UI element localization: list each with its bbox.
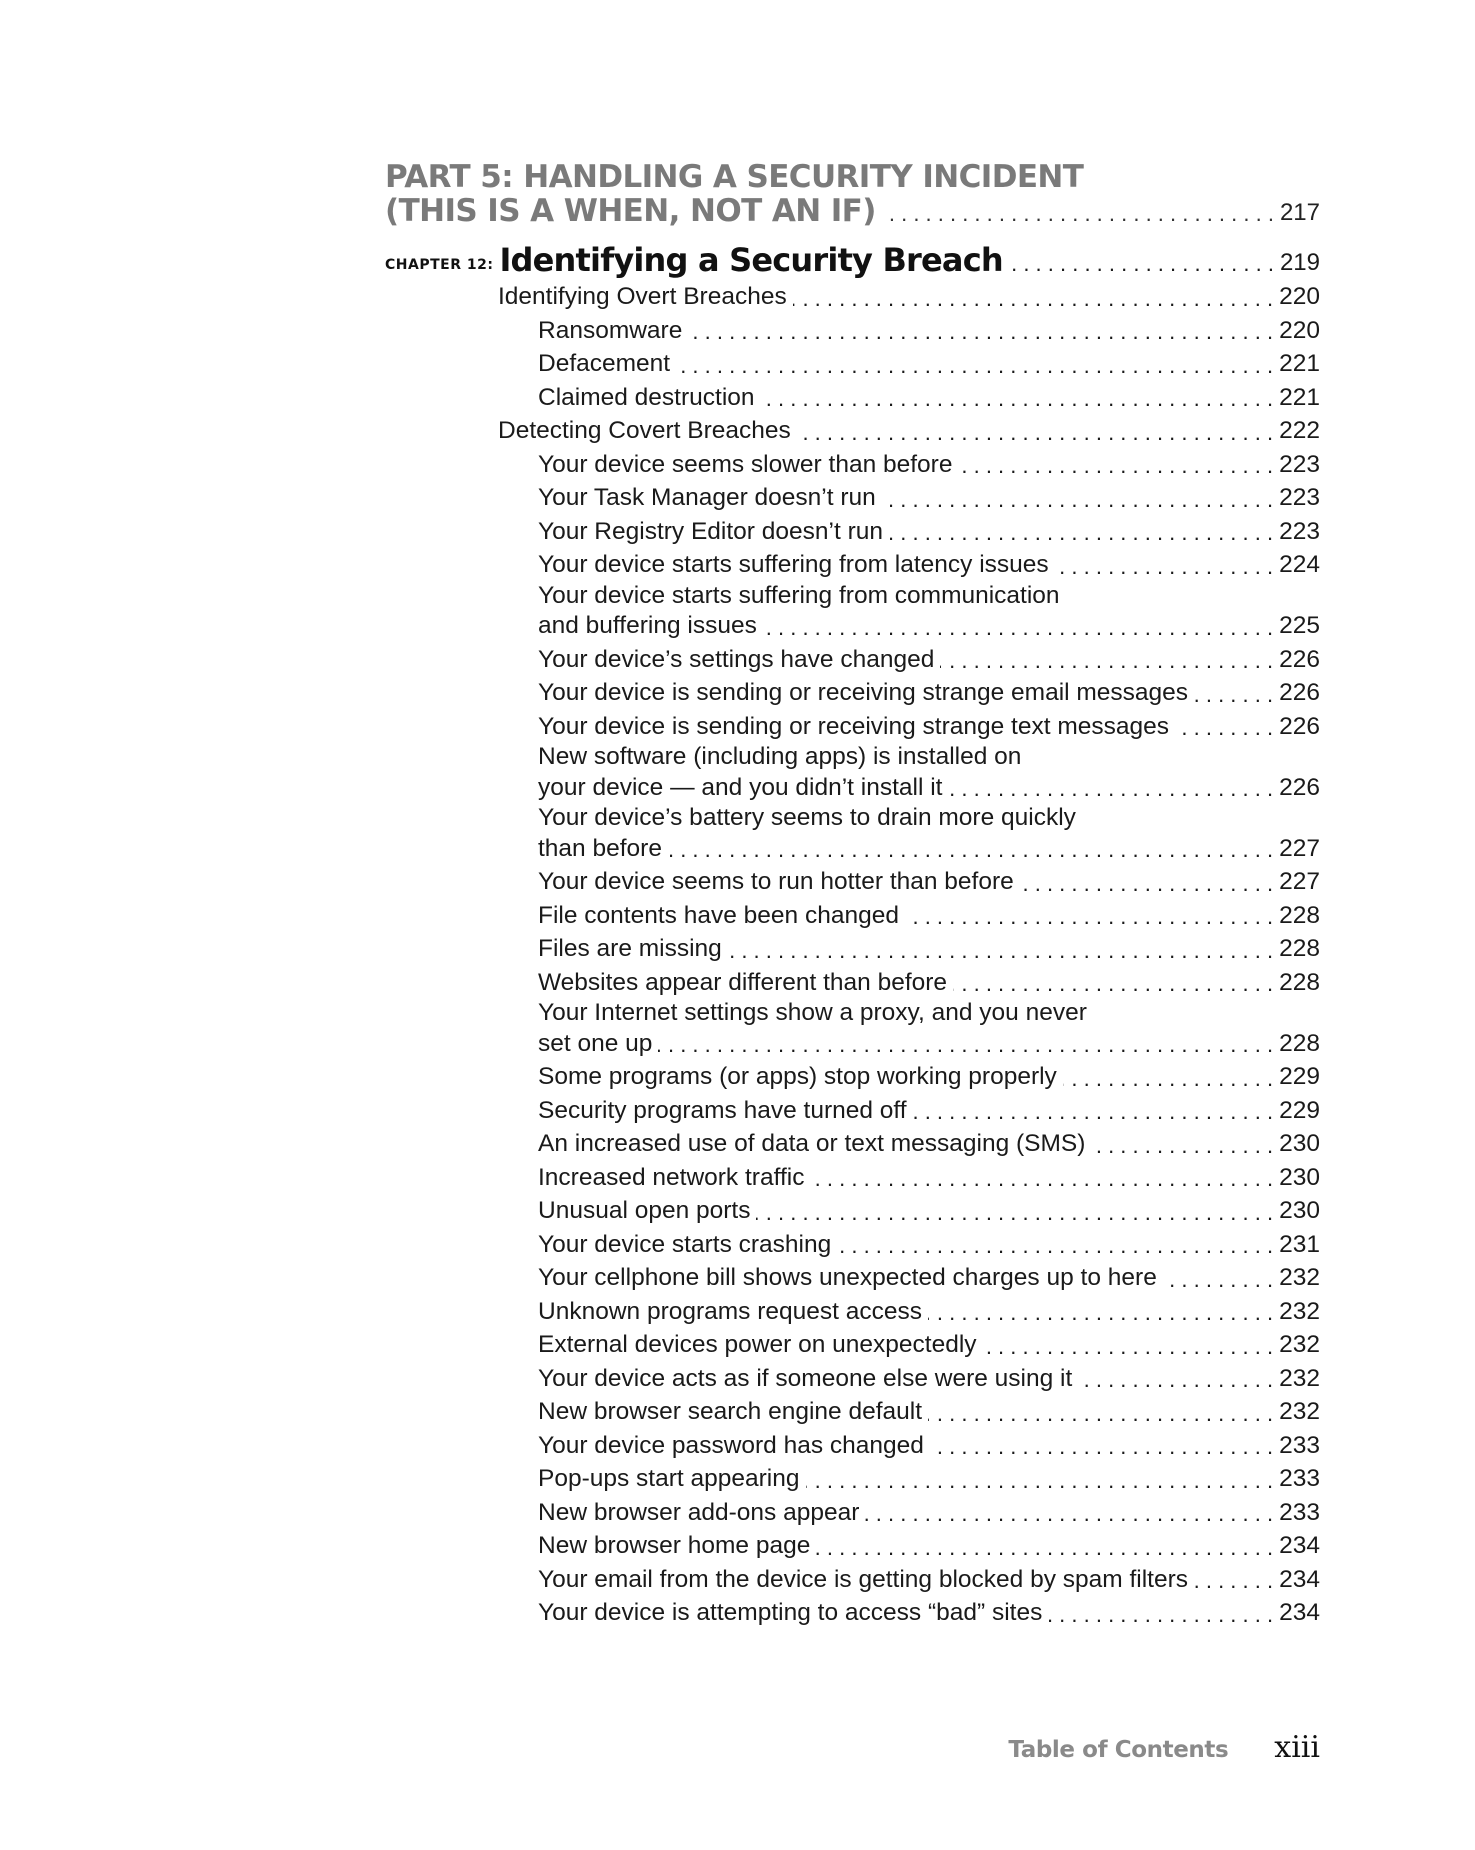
toc-entry-page-number: 228 [1279,901,1320,929]
toc-subsection-entry[interactable] [385,609,1320,643]
toc-subsection-entry[interactable] [385,347,1320,381]
toc-entry-page-number: 222 [1279,417,1320,444]
toc-subsection-entry[interactable] [385,1094,1320,1128]
leader-dots [658,1030,1273,1060]
leader-dots [983,1332,1274,1362]
toc-entry-label: An increased use of data or text messaging (SMS) [538,1130,1086,1157]
toc-section-entry[interactable] [385,414,1320,448]
toc-entry-label: Identifying Overt Breaches [498,283,787,310]
toc-subsection-entry[interactable] [385,770,1320,804]
toc-subsection-entry[interactable] [385,515,1320,549]
toc-subsection-entry[interactable] [385,314,1320,348]
toc-subsection-entry[interactable] [385,1596,1320,1630]
leader-dots [761,384,1274,414]
toc-subsection-entry[interactable] [385,966,1320,1000]
toc-entry-page-number: 221 [1279,350,1320,377]
leader-dots [797,418,1273,448]
toc-subsection-entry[interactable] [385,1496,1320,1530]
toc-subsection-entry[interactable] [385,1328,1320,1362]
toc-entry-label: Your device is sending or receiving strange text messages [538,712,1169,740]
toc-subsection-entry[interactable] [385,1462,1320,1496]
toc-subsection-entry[interactable] [385,1362,1320,1396]
toc-entry-label: Ransomware [538,316,683,344]
toc-entry-page-number: 232 [1279,1398,1320,1425]
chapter-entry[interactable] [385,236,1320,280]
toc-entry-page-number: 227 [1279,868,1320,895]
leader-dots [889,518,1273,548]
leader-dots [806,1466,1274,1496]
table-of-contents [385,160,1320,1630]
leader-dots [793,284,1273,314]
toc-subsection-entry[interactable] [385,899,1320,933]
toc-subsection-entry[interactable] [385,1127,1320,1161]
toc-entry-page-number: 226 [1279,645,1320,673]
toc-entry-label: Websites appear different than before [538,968,948,996]
toc-entry-label: Files are missing [538,935,722,962]
leader-dots [913,1097,1274,1127]
toc-entry-page-number: 234 [1279,1532,1320,1559]
leader-dots [756,1198,1273,1228]
leader-dots [1078,1365,1273,1395]
toc-entry-label: Your device’s settings have changed [538,645,935,673]
toc-subsection-entry[interactable] [385,865,1320,899]
leader-dots [953,969,1273,999]
toc-subsection-entry[interactable] [385,1261,1320,1295]
chapter-page-number: 219 [1279,249,1320,276]
leader-dots [810,1164,1273,1194]
toc-entry-page-number: 220 [1279,316,1320,344]
chapter-title: Identifying a Security Breach [499,241,1003,279]
leader-dots [1055,552,1273,582]
toc-entry-label: Increased network traffic [538,1163,805,1191]
leader-dots [688,317,1273,347]
toc-entry-label: Your device starts suffering from latency issues [538,551,1049,578]
toc-entry-label: Security programs have turned off [538,1096,907,1124]
toc-entry-label: Your device starts crashing [538,1230,832,1258]
toc-entry-page-number: 234 [1279,1599,1320,1626]
leader-dots [837,1231,1273,1261]
toc-entry-label: Defacement [538,350,671,377]
toc-subsection-entry[interactable] [385,1161,1320,1195]
toc-subsection-entry[interactable] [385,643,1320,677]
toc-entry-page-number: 228 [1279,1029,1320,1057]
toc-entry-page-number: 223 [1279,484,1320,511]
toc-entry-label: External devices power on unexpectedly [538,1331,977,1358]
toc-entry-page-number: 223 [1279,517,1320,545]
toc-entry-label: Your Registry Editor doesn’t run [538,517,883,545]
toc-subsection-entry[interactable] [385,448,1320,482]
toc-entry-label: than before [538,834,662,862]
toc-entry-page-number: 220 [1279,283,1320,310]
leader-dots [958,451,1273,481]
part-title-line1: PART 5: HANDLING A SECURITY INCIDENT [385,159,1084,195]
toc-entry-page-number: 227 [1279,834,1320,862]
toc-entry-label: set one up [538,1029,653,1057]
toc-entry-label: Unusual open ports [538,1197,751,1224]
toc-entry-label: Your device password has changed [538,1431,924,1459]
toc-entry-label: Pop-ups start appearing [538,1465,800,1492]
toc-entry-label: Your cellphone bill shows unexpected charges up to here [538,1264,1157,1291]
toc-subsection-entry[interactable] [385,831,1320,865]
toc-subsection-entry[interactable] [385,932,1320,966]
toc-entry-label: New browser search engine default [538,1398,923,1425]
toc-entry-line1[interactable]: New software (including apps) is installed on [538,743,1022,770]
part-page-number: 217 [1279,199,1320,226]
leader-dots [1020,869,1273,899]
toc-entry-page-number: 226 [1279,679,1320,706]
toc-subsection-entry[interactable] [385,1563,1320,1597]
toc-entry-label: New browser add-ons appear [538,1498,860,1526]
toc-entry-label: Detecting Covert Breaches [498,417,791,444]
toc-entry-label: New browser home page [538,1532,811,1559]
leader-dots [1048,1600,1273,1630]
leader-dots [928,1298,1273,1328]
toc-entry-page-number: 234 [1279,1565,1320,1593]
toc-subsection-entry[interactable] [385,1026,1320,1060]
toc-entry-page-number: 225 [1279,612,1320,639]
toc-entry-label: Some programs (or apps) stop working properly [538,1063,1057,1090]
toc-subsection-entry[interactable] [385,1395,1320,1429]
toc-entry-page-number: 232 [1279,1297,1320,1325]
toc-entry-label: File contents have been changed [538,901,899,929]
toc-entry-page-number: 232 [1279,1331,1320,1358]
toc-entry-page-number: 229 [1279,1063,1320,1090]
leader-dots [728,936,1273,966]
toc-entry-label: your device — and you didn’t install it [538,773,943,801]
toc-entry-label: Your email from the device is getting blocked by spam filters [538,1565,1189,1593]
toc-subsection-entry[interactable] [385,1529,1320,1563]
leader-dots [1009,248,1274,280]
toc-subsection-entry[interactable] [385,1060,1320,1094]
toc-entry-line1[interactable]: Your Internet settings show a proxy, and you never [538,999,1087,1026]
toc-subsection-entry[interactable] [385,481,1320,515]
toc-entry-page-number: 230 [1279,1197,1320,1224]
leader-dots [1163,1265,1273,1295]
toc-subsection-entry[interactable] [385,548,1320,582]
leader-dots [1063,1064,1273,1094]
toc-entry-label: Your device is sending or receiving strange email messages [538,679,1189,706]
toc-section-entry[interactable] [385,280,1320,314]
leader-dots [763,613,1273,643]
chapter-prefix: CHAPTER 12: [385,257,494,273]
toc-subsection-entry[interactable] [385,1429,1320,1463]
footer-label: Table of Contents [1008,1737,1229,1763]
toc-entry-page-number: 232 [1279,1264,1320,1291]
toc-entry-page-number: 224 [1279,551,1320,578]
leader-dots [948,774,1273,804]
leader-dots [930,1432,1273,1462]
toc-entry-page-number: 230 [1279,1130,1320,1157]
part-title-line2: (THIS IS A WHEN, NOT AN IF) [385,193,876,229]
toc-entry-label: Your device is attempting to access “bad” sites [538,1599,1043,1626]
toc-entry-page-number: 233 [1279,1465,1320,1492]
toc-entry-page-number: 228 [1279,968,1320,996]
leader-dots [882,485,1273,515]
leader-dots [905,902,1273,932]
part-entry[interactable] [385,194,1320,228]
toc-entry-page-number: 226 [1279,712,1320,740]
toc-entry-label: Your device seems to run hotter than before [538,868,1014,895]
toc-subsection-entry[interactable] [385,1194,1320,1228]
toc-entry-page-number: 230 [1279,1163,1320,1191]
toc-entry-page-number: 233 [1279,1431,1320,1459]
toc-entry-label: Your device acts as if someone else were using it [538,1364,1073,1392]
toc-subsection-entry[interactable] [385,1228,1320,1262]
toc-entry-page-number: 233 [1279,1498,1320,1526]
toc-entries [385,280,1320,1630]
leader-dots [865,1499,1273,1529]
leader-dots [1091,1131,1273,1161]
leader-dots [676,351,1273,381]
toc-subsection-entry[interactable] [385,710,1320,744]
leader-dots [1194,1566,1273,1596]
toc-entry-label: and buffering issues [538,612,757,639]
toc-entry-label: Unknown programs request access [538,1297,923,1325]
toc-subsection-entry[interactable] [385,381,1320,415]
toc-subsection-entry[interactable] [385,676,1320,710]
toc-entry-label: Your device seems slower than before [538,450,953,478]
toc-entry-label: Claimed destruction [538,383,755,411]
leader-dots [1194,680,1273,710]
leader-dots [882,200,1274,228]
toc-entry-page-number: 229 [1279,1096,1320,1124]
leader-dots [816,1533,1273,1563]
leader-dots [928,1399,1273,1429]
footer-page-number: xiii [1274,1730,1320,1765]
toc-entry-page-number: 228 [1279,935,1320,962]
toc-subsection-entry[interactable] [385,1295,1320,1329]
toc-entry-page-number: 221 [1279,383,1320,411]
toc-entry-page-number: 232 [1279,1364,1320,1392]
toc-entry-line1[interactable]: Your device starts suffering from communication [538,581,1060,609]
toc-entry-page-number: 231 [1279,1230,1320,1258]
page-footer [1008,1730,1320,1765]
leader-dots [940,646,1273,676]
toc-entry-page-number: 223 [1279,450,1320,478]
leader-dots [1175,713,1273,743]
toc-entry-label: Your Task Manager doesn’t run [538,484,876,511]
leader-dots [668,835,1273,865]
toc-entry-line1[interactable]: Your device’s battery seems to drain more quickly [538,804,1076,831]
toc-entry-page-number: 226 [1279,773,1320,801]
